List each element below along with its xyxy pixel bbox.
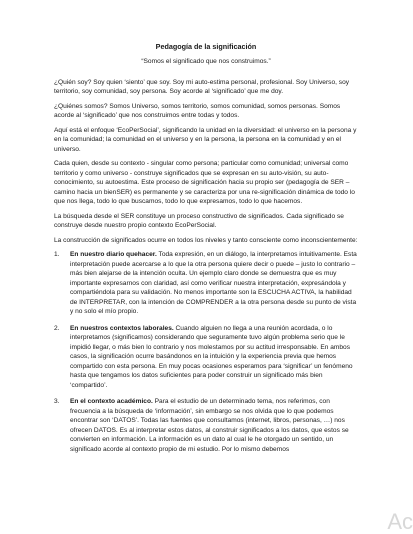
list-item-text: Para el estudio de un determinado tema, nos referimos, con frecuencia a la búsqueda de ‘información’, sin embargo se nos olvida que lo que podemos encontrar son ‘DATOS’. Todas las fuentes que consultamos (internet, libros, personas, …) nos ofrecen DATOS. Es al interpretar estos datos, al construir significados a los datos, que estos se convierten en información. La información es un dato al cual le he otorgado un sentido, un significado acorde al contexto propio de mi estudio. Por lo mismo debemos <box>70 398 349 453</box>
list-item-body <box>70 397 358 454</box>
list-item <box>54 250 358 317</box>
list-item-lead: En nuestro diario quehacer. <box>70 251 157 258</box>
list-item <box>54 397 358 454</box>
list-item-number: 2. <box>54 324 60 332</box>
list-item-text: Cuando alguien no llega a una reunión acordada, o lo interpretamos (significamos) considerando que seguramente tuvo algún problema serio que le impidió llegar, o más bien lo contrario y nos molestamos por su actitud irresponsable. En ambos casos, la significación ocurre basándonos en la intuición y la experiencia previa que hemos compartido con esta persona. En muy pocas ocasiones esperamos para ‘significar’ un fenómeno hasta que tengamos los datos suficientes para poder construir un significado más bien ‘compartido’. <box>70 324 353 389</box>
list-item-text: Toda expresión, en un diálogo, la interpretamos intuitivamente. Esta interpretación puede acercarse a lo que la otra persona quiere decir o puede – justo lo contrario – más bien alejarse de la intención oculta. Un ejemplo claro donde se demuestra que es muy importante expresarnos con claridad, así como verificar nuestra interpretación, expresándola y compartiéndola para su validación. No menos importante son la ESCUCHA ACTIVA, la habilidad de INTERPRETAR, con la intención de COMPRENDER a la otra persona desde su punto de vista y no solo el mío propio. <box>70 251 357 315</box>
list-item-number: 1. <box>54 251 60 258</box>
list-item-lead: En el contexto académico. <box>70 398 153 405</box>
paragraph: La búsqueda desde el SER constituye un proceso constructivo de significados. Cada significado se construye desde nuestro propio contexto EcoPerSocial. <box>54 212 344 229</box>
paragraph: ¿Quiénes somos? Somos Universo, somos territorio, somos comunidad, somos personas. Somos acorde al ‘significado’ que nos construimos entre todas y todos. <box>54 102 341 119</box>
paragraph: Cada quien, desde su contexto - singular como persona; particular como comunidad; universal como territorio y como universo - construye significados que se expresan en su auto-visión, su auto-conocimiento, su autoestima. Este proceso de significación hacia su propio ser (pedagogía de SER – camino hacia un bienSER) es permanente y se caracteriza por una re-significación dinámica de todo lo que nos llega, todo lo que buscamos, todo lo que expresamos, todo lo que hacemos. <box>54 160 355 205</box>
list-item-number: 3. <box>54 398 60 405</box>
document-title: Pedagogía de la significación <box>155 42 257 51</box>
list-item-body <box>70 250 358 317</box>
list-item-body <box>70 324 358 391</box>
numbered-list <box>54 250 358 454</box>
list-item-lead: En nuestros contextos laborales. <box>70 324 174 332</box>
paragraph: La construcción de significados ocurre en todos los niveles y tanto consciente como inconscientemente: <box>54 236 358 244</box>
paragraph: Aquí está el enfoque ‘EcoPerSocial’, significando la unidad en la diversidad: el universo en la persona y en la comunidad; la comunidad en el universo y en la persona, la persona en la comunidad y en el universo. <box>54 126 357 153</box>
list-item <box>54 324 358 391</box>
paragraph: ¿Quién soy? Soy quien ‘siento’ que soy. Soy mi auto-estima personal, profesional. Soy Universo, soy territorio, soy comunidad, soy persona. Soy acorde al ‘significado’ que me doy. <box>54 78 350 95</box>
watermark-text: Ac <box>387 509 413 534</box>
document-subtitle: “Somos el significado que nos construimos.” <box>141 58 271 65</box>
document-body <box>54 42 358 461</box>
